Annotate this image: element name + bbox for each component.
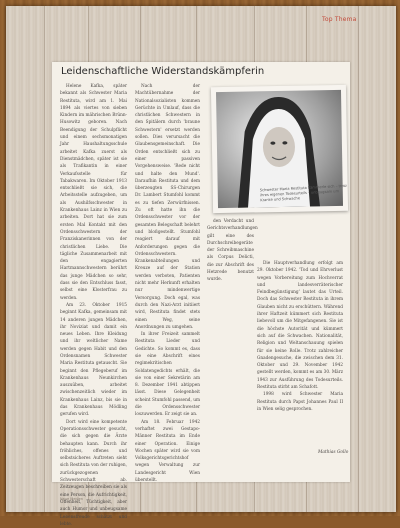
author-name: Mathias Gollo <box>318 450 349 455</box>
paragraph: Die Hauptverhandlung erfolgt am 29. Oktober 1942. 'Tod und Ehrverlust wegen Vorbereitung zum Hochverrat und landesverräterischer Feindbegünstigung' lautet das Urteil. Doch das Schwester Restituta in ihrem Glauben nicht zu erschüttern. Während ihrer Haftzeit kümmert sich Restituta liebevoll um die Mitgefangenen. Sie ist die höchste Autorität und kümmert sich auf die Schwachen. Nationalität, Religion und Weltanschauung spielen für sie keine Rolle. Trotz zahlreicher Gnadengesuche, die zwischen dem 31. Oktober und 29. November 1942 gestellt werden, kommt es am 30. März 1943 zur Ausführung des Todesurteils. Restituta stirbt am Schafott. <box>257 261 343 391</box>
paragraph: 1998 wird Schwester Maria Restituta durch Papst Johannes Paul II in Wien selig gesprochen. <box>257 392 343 412</box>
paragraph: Helene Kafka, später bekannt als Schwester Maria Restituta, wird am 1. Mai 1894 als viertes von sieben Kindern im mährischen Brünn-Husowitz geboren. Nach Beendigung der Schulpflicht und einem sechsmonatigen Jahr Haushaltungsschule arbeitet Kafka zuerst als Dienstmädchen, später ist sie als Trafikantin in einer Verkaufsstelle für Tabakwaren. Im Oktober 1913 entschließt sie sich, die Arbeitsstelle aufzugeben, um als Aushilfsschwester in Krankenhaus Lainz in Wien zu arbeiten. Dort hat sie zum ersten Mal Kontakt mit den Ordensschwestern der Franziskanerinnen von der christlichen Liebe. Die tägliche Zusammenarbeit mit den engagierten Hartmannschwestern berührt das junge Mädchen so sehr, dass sie den Entschluss fasst, selbst eine Klosterfrau zu werden. <box>60 84 127 301</box>
article-title: Leidenschaftliche Widerstandskämpferin <box>61 66 265 77</box>
article-column-3 <box>207 218 258 478</box>
paragraph: Am 18. Februar 1942 verhaftet zwei Gestapo-Männer Restituta im Ende einer Operation. Einige Wochen später wird sie vom Volksgerichtsgerichtshof wegen Verwaltung zur Landesgericht Wien überstellt. <box>135 419 200 484</box>
photo-caption: Schwester Maria Restituta Kämmerle sich – trotz ihres eigenen Todesurteils – unbeugsam um Kranke und Schwache <box>259 183 347 203</box>
paragraph: Nach der Machtübernahme der Nationalsozialisten kommen Gerüchte in Umlauf, dass die christlichen Schwestern in den Spitälern durch 'braune Schwestern' ersetzt werden sollen. Dies verursacht die Glaubensgemeinschaft. Die Orden entschließt sich zu einer passiven Vorgehensweise. 'Rede nicht und halte den Mund'. Daraufhin Restituta und dem überzeugten SS-Chirurgen Dr. Lambert Stumfohl kommt es zu tiefen Zerwürfnissen. Zu oft hatte ihn die Ordensschwester vor der gesamten Belegschaft belehrt und bloßgestellt. Stumfohl reagiert darauf mit Anforderungen gegen die Ordensschwestern. Krankenabteilungen und Kreuze auf der Station werden verboten, Patienten nicht mehr Herkunft erhalten nur mindenwertige Versorgung. Doch egal, was durch den Nazi-Arzt initiiert wird, Restituta findet stets einen Weg, seine Anordnungen zu umgehen. <box>135 84 200 330</box>
page-footer: Neue Medien <box>60 497 83 501</box>
article-column-2 <box>135 83 200 484</box>
paragraph: Am 23. Oktober 1915 beginnt Kafka, gemeinsam mit 14 anderen jungen Mädchen, ihr Noviziat und damit ein neues Leben. Ihre Kleidung und ihr weltlicher Name werden gegen Habit und den Ordensnamen Schwester Maria Restituta getauscht. Sie beginnt den Pflegeberuf im Krankenhaus Neunkirchen auszuüben, arbeitet zwischenzeitlich wieder im Krankenhaus Lainz, bis sie in das Krankenhaus Mödling gerufen wird. <box>60 302 127 418</box>
paragraph: In ihrer Freizeit sammelt Restituta Lieder und Gedichte. So kommt es, dass sie eine Abschrift eines regimekritischen Soldatengedichts erhält, die sie von einer Sekretärin am 8. Dezember 1941 abtippen lässt. Diese Gelegenheit scheint Stumfohl passend, um die Ordensschwester loszuwerden. Er zeigt sie an. <box>135 332 200 418</box>
paragraph: Dort wird eine kompetente Operationsschwester gesucht, die sich gegen die Ärzte behaupten kann. Durch ihr fröhliches, offenes und selbstsicheres Auftreten sieht sich Restituta von der ruhigen, zurückgezogenen Schwesterschaft ab. Zeitzeugen beschreiben sie als eine Person, die Aufrichtigkeit, Offenheit, Tüchtigkeit, aber auch Humor und unbeugsame Lebensfreude schätzt und lebte. <box>60 419 128 527</box>
article-column-4 <box>257 260 343 456</box>
section-tag: Top Thema <box>322 16 357 23</box>
paragraph: den Verdacht und Gerichtsverhandlungen gilt eine des Durchschreibegeräte der Schreibmaschine als Corpus Delicti, die zur Abschrift des Hetzrede benutzt wurde. <box>207 219 258 283</box>
